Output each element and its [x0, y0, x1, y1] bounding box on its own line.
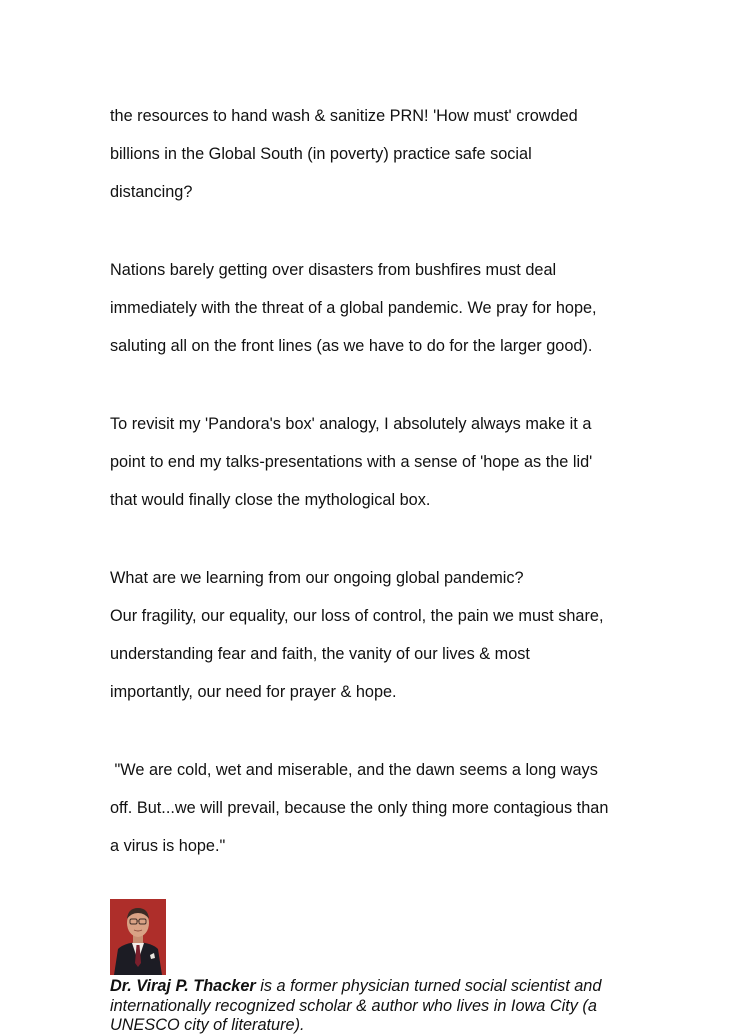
text-line: importantly, our need for prayer & hope.: [110, 683, 397, 701]
text-line: understanding fear and faith, the vanity of our lives & most: [110, 645, 530, 663]
text-line: To revisit my 'Pandora's box' analogy, I absolutely always make it a: [110, 415, 592, 433]
author-portrait-icon: [110, 899, 166, 975]
author-bio-line2: internationally recognized scholar & author who lives in Iowa City (a: [110, 996, 597, 1015]
text-line: off. But...we will prevail, because the only thing more contagious than: [110, 799, 609, 817]
text-line: saluting all on the front lines (as we have to do for the larger good).: [110, 337, 593, 355]
text-line: Our fragility, our equality, our loss of control, the pain we must share,: [110, 607, 604, 625]
text-line: "We are cold, wet and miserable, and the dawn seems a long ways: [110, 761, 598, 779]
paragraph-1: [110, 88, 650, 221]
quote-paragraph: [110, 742, 650, 875]
text-line: immediately with the threat of a global pandemic. We pray for hope,: [110, 299, 597, 317]
text-line: a virus is hope.": [110, 837, 226, 855]
author-name: Dr. Viraj P. Thacker: [110, 977, 256, 995]
text-line: point to end my talks-presentations with a sense of 'hope as the lid': [110, 453, 593, 471]
paragraph-2: [110, 242, 650, 375]
text-line: the resources to hand wash & sanitize PRN! 'How must' crowded: [110, 107, 578, 125]
paragraph-4: [110, 550, 650, 721]
text-line: What are we learning from our ongoing global pandemic?: [110, 569, 524, 587]
author-bio: [110, 977, 650, 1036]
text-line: Nations barely getting over disasters from bushfires must deal: [110, 261, 557, 279]
text-line: that would finally close the mythological box.: [110, 491, 431, 509]
author-bio-line3: UNESCO city of literature).: [110, 1016, 305, 1034]
paragraph-3: [110, 396, 650, 529]
document-page: [110, 88, 650, 1036]
author-bio-line1: is a former physician turned social scientist and: [255, 977, 602, 995]
text-line: distancing?: [110, 183, 193, 201]
text-line: billions in the Global South (in poverty) practice safe social: [110, 145, 532, 163]
